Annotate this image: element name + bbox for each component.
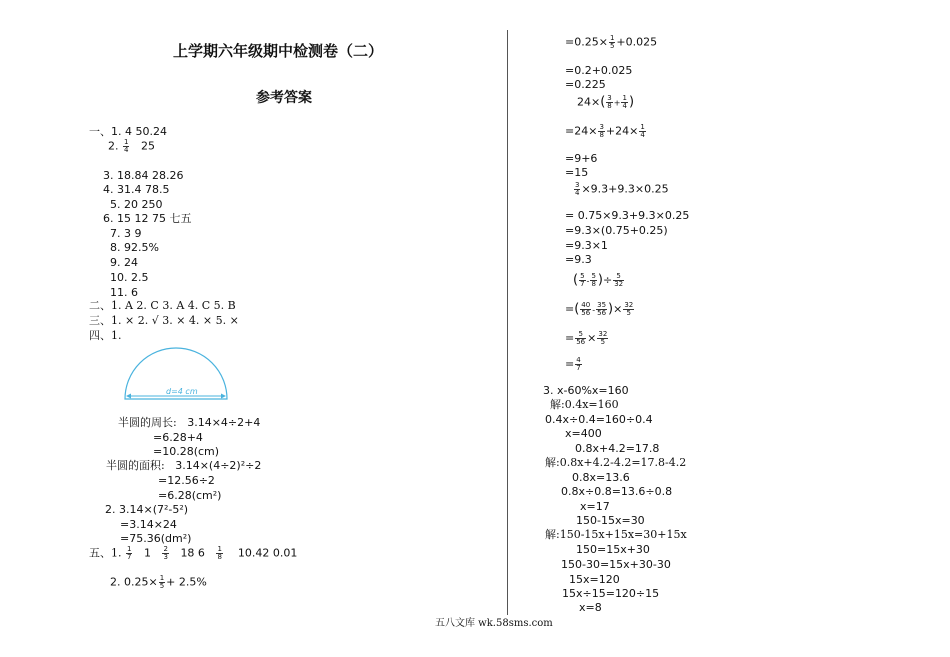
calc-line-11: =9.3×1 (565, 239, 608, 252)
equation-line-13: 150-30=15x+30-30 (561, 558, 671, 571)
area-line-1: 半圆的面积: 3.14×(4÷2)²÷2 (106, 459, 262, 472)
section-1-line-7: 7. 3 9 (110, 227, 142, 240)
equation-line-11: 解:150-15x+15x=30+15x (545, 528, 687, 541)
equation-line-1: 3. x-60%x=160 (543, 384, 629, 397)
section-1-line-6: 6. 15 12 75 七五 (103, 212, 192, 225)
calc-line-16: = $\frac{4}{7}$ (565, 356, 581, 372)
fraction: $\frac{1}{5}$ (609, 34, 615, 50)
section-5-line-2: 2. 0.25× $\frac{1}{5}$ + 2.5% (110, 574, 207, 590)
area-line-3: =6.28(cm²) (158, 489, 222, 502)
calc-line-9: = 0.75×9.3+9.3×0.25 (565, 209, 690, 222)
calc-line-5: =24× $\frac{3}{8}$ +24× $\frac{1}{4}$ (565, 123, 645, 139)
section-1-line-10: 10. 2.5 (110, 271, 149, 284)
section-1-line-2: 2. $\frac{1}{4}$ 25 (108, 138, 155, 154)
q2-line-1: 2. 3.14×(7²-5²) (105, 503, 189, 516)
calc-line-10: =9.3×(0.75+0.25) (565, 224, 668, 237)
equation-line-10: 150-15x=30 (576, 514, 645, 527)
fraction: $\frac{32}{5}$ (598, 330, 608, 346)
arrow-left-icon (126, 394, 131, 399)
section-1-line-9: 9. 24 (110, 256, 138, 269)
equation-line-3: 0.4x÷0.4=160÷0.4 (545, 413, 653, 426)
calc-line-12: =9.3 (565, 253, 592, 266)
fraction: $\frac{1}{4}$ (124, 138, 129, 154)
q2-line-2: =3.14×24 (120, 518, 177, 531)
calc-line-8: $\frac{3}{4}$ ×9.3+9.3×0.25 (575, 181, 669, 197)
section-2: 二、1. A 2. C 3. A 4. C 5. B (89, 299, 236, 312)
fraction: $\frac{2}{3}$ (163, 545, 168, 561)
diameter-label: d=4 cm (166, 387, 198, 396)
section-1-line-11: 11. 6 (110, 286, 138, 299)
fraction: $\frac{5}{8}$ (591, 272, 596, 288)
perimeter-line-2: =6.28+4 (153, 431, 203, 444)
column-divider (507, 30, 508, 615)
equation-line-9: x=17 (580, 500, 610, 513)
calc-line-4: 24×( $\frac{3}{8}$ + $\frac{1}{4}$ ) (577, 94, 635, 110)
calc-line-15: = $\frac{5}{56}$ × $\frac{32}{5}$ (565, 330, 608, 346)
footer-watermark: 五八文库 wk.58sms.com (435, 618, 553, 629)
calc-line-13: ( $\frac{5}{7}$ - $\frac{5}{8}$ )÷ $\frac{5}{32}$ (573, 272, 624, 288)
equation-line-15: 15x÷15=120÷15 (562, 587, 660, 600)
perimeter-line-3: =10.28(cm) (153, 445, 220, 458)
equation-line-2: 解:0.4x=160 (550, 398, 619, 411)
arrow-right-icon (221, 394, 226, 399)
equation-line-7: 0.8x=13.6 (572, 471, 630, 484)
section-1-line-5: 5. 20 250 (110, 198, 163, 211)
section-1-line-4: 4. 31.4 78.5 (103, 183, 170, 196)
fraction: $\frac{1}{8}$ (217, 545, 222, 561)
fraction: $\frac{3}{8}$ (607, 94, 612, 110)
fraction: $\frac{1}{4}$ (622, 94, 627, 110)
perimeter-line-1: 半圆的周长: 3.14×4÷2+4 (118, 416, 261, 429)
fraction: $\frac{40}{56}$ (581, 301, 591, 317)
area-line-2: =12.56÷2 (158, 474, 215, 487)
section-4-heading: 四、1. (89, 329, 122, 342)
calc-line-3: =0.225 (565, 78, 606, 91)
fraction: $\frac{3}{4}$ (575, 181, 580, 197)
section-3: 三、1. × 2. √ 3. × 4. × 5. × (89, 314, 239, 327)
semicircle-diagram (120, 337, 232, 407)
fraction: $\frac{35}{56}$ (597, 301, 607, 317)
section-1-line-1: 一、1. 4 50.24 (89, 125, 167, 138)
fraction: $\frac{1}{5}$ (159, 574, 165, 590)
page-subtitle: 参考答案 (256, 90, 312, 106)
calc-line-7: =15 (565, 166, 589, 179)
fraction: $\frac{1}{4}$ (640, 123, 645, 139)
fraction: $\frac{3}{8}$ (599, 123, 604, 139)
q2-line-3: =75.36(dm²) (120, 532, 192, 545)
fraction: $\frac{5}{56}$ (576, 330, 586, 346)
fraction: $\frac{32}{5}$ (624, 301, 634, 317)
section-1-line-3: 3. 18.84 28.26 (103, 169, 184, 182)
section-5-line-1: 五、1. $\frac{1}{7}$ 1 $\frac{2}{3}$ 18 6 $\frac{1}{8}$ 10.42 0.01 (89, 545, 298, 561)
equation-line-14: 15x=120 (569, 573, 620, 586)
calc-line-1: =0.25× $\frac{1}{5}$ +0.025 (565, 34, 658, 50)
equation-line-6: 解:0.8x+4.2-4.2=17.8-4.2 (545, 456, 687, 469)
equation-line-12: 150=15x+30 (576, 543, 650, 556)
page-title: 上学期六年级期中检测卷（二） (173, 42, 384, 60)
equation-line-4: x=400 (565, 427, 602, 440)
calc-line-2: =0.2+0.025 (565, 64, 633, 77)
equation-line-16: x=8 (579, 601, 602, 614)
equation-line-5: 0.8x+4.2=17.8 (575, 442, 660, 455)
calc-line-14: =( $\frac{40}{56}$ - $\frac{35}{56}$ )× $\frac{32}{5}$ (565, 301, 634, 317)
calc-line-6: =9+6 (565, 152, 598, 165)
fraction: $\frac{5}{32}$ (614, 272, 624, 288)
section-1-line-8: 8. 92.5% (110, 241, 159, 254)
fraction: $\frac{4}{7}$ (576, 356, 581, 372)
fraction: $\frac{1}{7}$ (127, 545, 132, 561)
fraction: $\frac{5}{7}$ (580, 272, 585, 288)
equation-line-8: 0.8x÷0.8=13.6÷0.8 (561, 485, 673, 498)
